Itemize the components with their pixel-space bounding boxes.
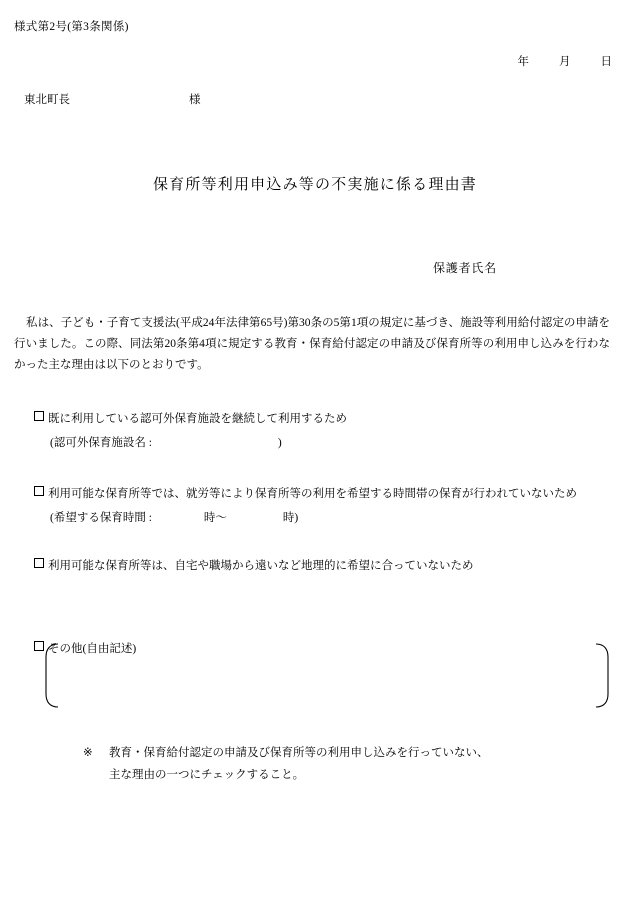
facility-name-suffix: ) [277, 437, 282, 449]
checkbox-option-3-label: 利用可能な保育所等は、自宅や職場から遠いなど地理的に希望に合っていないため [48, 560, 474, 572]
checkbox-option-4-label: その他(自由記述) [48, 643, 137, 655]
form-code: 様式第2号(第3条関係) [14, 21, 129, 33]
desired-hours-mid: 時～ [203, 512, 227, 524]
checkbox-option-2[interactable] [34, 484, 577, 528]
free-text-bracket-area[interactable] [44, 643, 610, 708]
guardian-name-label: 保護者氏名 [432, 261, 497, 275]
note-line-1: 教育・保育給付認定の申請及び保育所等の利用申し込みを行っていない、 [109, 747, 489, 759]
checkbox-icon[interactable] [34, 486, 44, 496]
body-paragraph [14, 313, 610, 376]
note-line-2: 主な理由の一つにチェックすること。 [109, 769, 305, 781]
addressee-honorific: 様 [189, 94, 201, 106]
desired-hours-prefix: (希望する保育時間 : [50, 512, 152, 524]
checkbox-option-2-label: 利用可能な保育所等では、就労等により保育所等の利用を希望する時間帯の保育が行われていないため [48, 488, 577, 500]
note-mark: ※ [83, 747, 93, 759]
addressee-row [24, 91, 201, 107]
checkbox-option-3[interactable] [34, 556, 474, 576]
checkbox-icon[interactable] [34, 558, 44, 568]
date-day-label: 日 [600, 56, 612, 68]
date-month-label: 月 [559, 56, 571, 68]
checkbox-icon[interactable] [34, 411, 44, 421]
facility-name-prefix: (認可外保育施設名 : [50, 437, 152, 449]
checkbox-option-2-sub[interactable] [34, 508, 577, 528]
date-year-label: 年 [517, 56, 529, 68]
checkbox-option-1-label: 既に利用している認可外保育施設を継続して利用するため [48, 413, 347, 425]
desired-hours-suffix: 時) [282, 512, 299, 524]
checkbox-option-1-sub[interactable] [34, 433, 347, 453]
addressee-name: 東北町長 [24, 94, 70, 106]
page-title: 保育所等利用申込み等の不実施に係る理由書 [152, 177, 477, 193]
note-block [83, 742, 489, 786]
date-line [0, 53, 612, 69]
bracket-shape [44, 643, 610, 708]
checkbox-icon[interactable] [34, 641, 44, 651]
checkbox-option-1[interactable] [34, 409, 347, 453]
body-paragraph-text: 私は、子ども・子育て支援法(平成24年法律第65号)第30条の5第1項の規定に基づき、施設等利用給付認定の申請を行いました。この際、同法第20条第4項に規定する教育・保育給付認定の申請及び保育所等の利用申し込みを行わなかった主な理由は以下のとおりです。 [14, 317, 610, 371]
